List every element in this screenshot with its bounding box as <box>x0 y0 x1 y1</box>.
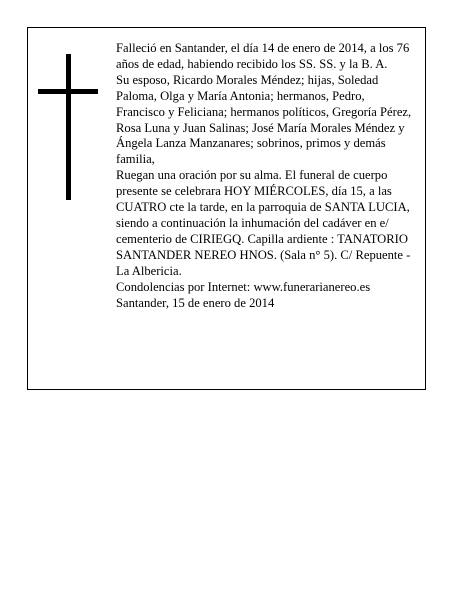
place-date-line: Santander, 15 de enero de 2014 <box>116 295 275 310</box>
cross-vertical-bar <box>66 54 71 200</box>
obituary-notice <box>27 27 426 390</box>
latin-cross-icon <box>38 54 98 200</box>
family-list: Su esposo, Ricardo Morales Méndez; hijas, Soledad Paloma, Olga y María Antonia; hermanos, Pedro, Francisco y Feliciana; hermanos políticos, Gregoría Pérez, Rosa Luna y Juan Salinas; José María Morales Méndez y Ángela Lanza Manzanares; sobrinos, primos y demás familia, <box>116 72 412 167</box>
cross-horizontal-bar <box>38 89 98 94</box>
condolences-line: Condolencias por Internet: www.funerarianereo.es <box>116 279 371 294</box>
notice-text <box>116 41 416 311</box>
death-announcement: Falleció en Santander, el día 14 de enero de 2014, a los 76 años de edad, habiendo recibido los SS. SS. y la B. A. <box>116 41 410 71</box>
funeral-details: Ruegan una oración por su alma. El funeral de cuerpo presente se celebrara HOY MIÉRCOLES, día 15, a las CUATRO cte la tarde, en la parroquia de SANTA LUCIA, siendo a continuación la inhumación del cadáver en e/ cementerio de CIRIEGQ. Capilla ardiente : TANATORIO SANTANDER NEREO HNOS. (Sala n° 5). C/ Repuente - La Albericia. <box>116 168 411 278</box>
